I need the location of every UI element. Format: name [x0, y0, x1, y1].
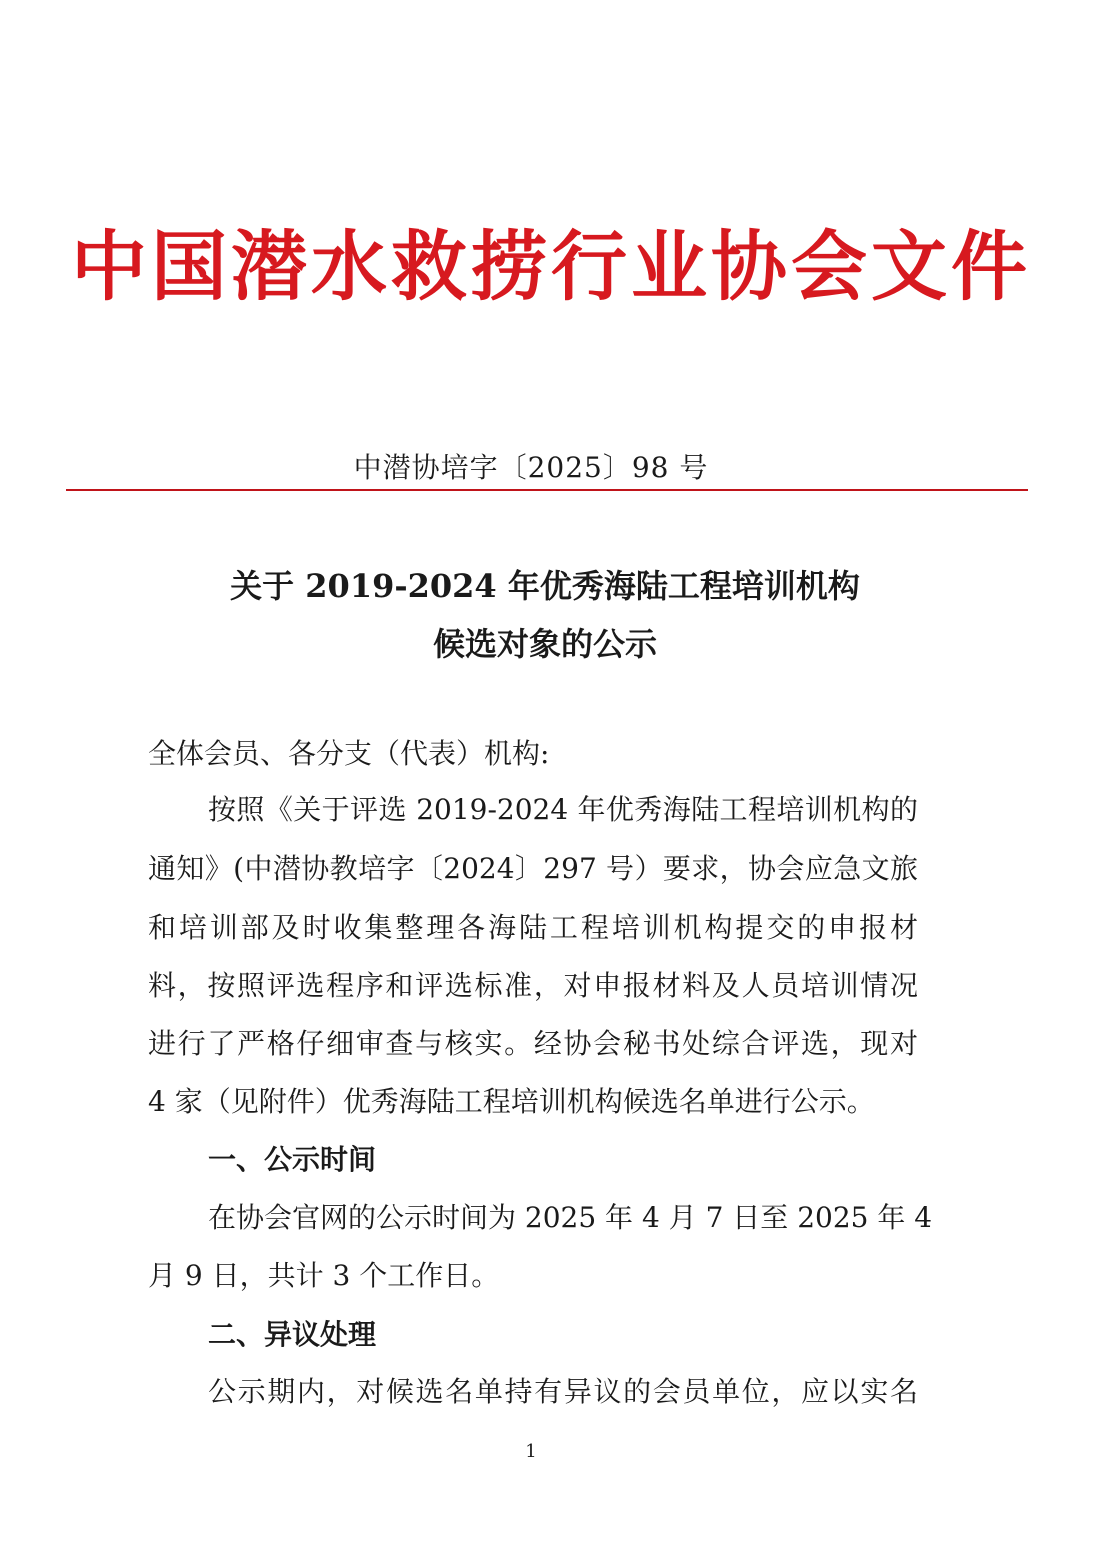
paragraph-line: 在协会官网的公示时间为 2025 年 4 月 7 日至 2025 年 4	[208, 1201, 933, 1234]
section-heading-objection-handling: 二、异议处理	[208, 1318, 377, 1351]
masthead-title: 中国潜水救捞行业协会文件	[71, 222, 1031, 311]
document-number: 中潜协培字〔2025〕98 号	[353, 451, 709, 484]
paragraph-line: 进行了严格仔细审查与核实。经协会秘书处综合评选，现对	[148, 1027, 918, 1060]
salutation: 全体会员、各分支（代表）机构:	[148, 737, 550, 770]
paragraph-line: 按照《关于评选 2019-2024 年优秀海陆工程培训机构的	[208, 793, 918, 826]
paragraph-line: 和培训部及时收集整理各海陆工程培训机构提交的申报材	[148, 911, 918, 944]
notice-title-line-1: 关于 2019-2024 年优秀海陆工程培训机构	[230, 567, 860, 605]
paragraph-line: 料，按照评选程序和评选标准，对申报材料及人员培训情况	[148, 969, 918, 1002]
notice-title-line-2: 候选对象的公示	[432, 625, 657, 663]
paragraph-line: 通知》(中潜协教培字〔2024〕297 号）要求，协会应急文旅	[148, 852, 918, 885]
section-heading-publicity-period: 一、公示时间	[208, 1143, 377, 1176]
page-number: 1	[525, 1441, 537, 1462]
paragraph-line: 公示期内，对候选名单持有异议的会员单位，应以实名	[208, 1375, 918, 1408]
paragraph-line: 月 9 日，共计 3 个工作日。	[148, 1259, 500, 1292]
paragraph-line: 4 家（见附件）优秀海陆工程培训机构候选名单进行公示。	[148, 1085, 875, 1118]
red-divider-line	[66, 489, 1028, 491]
